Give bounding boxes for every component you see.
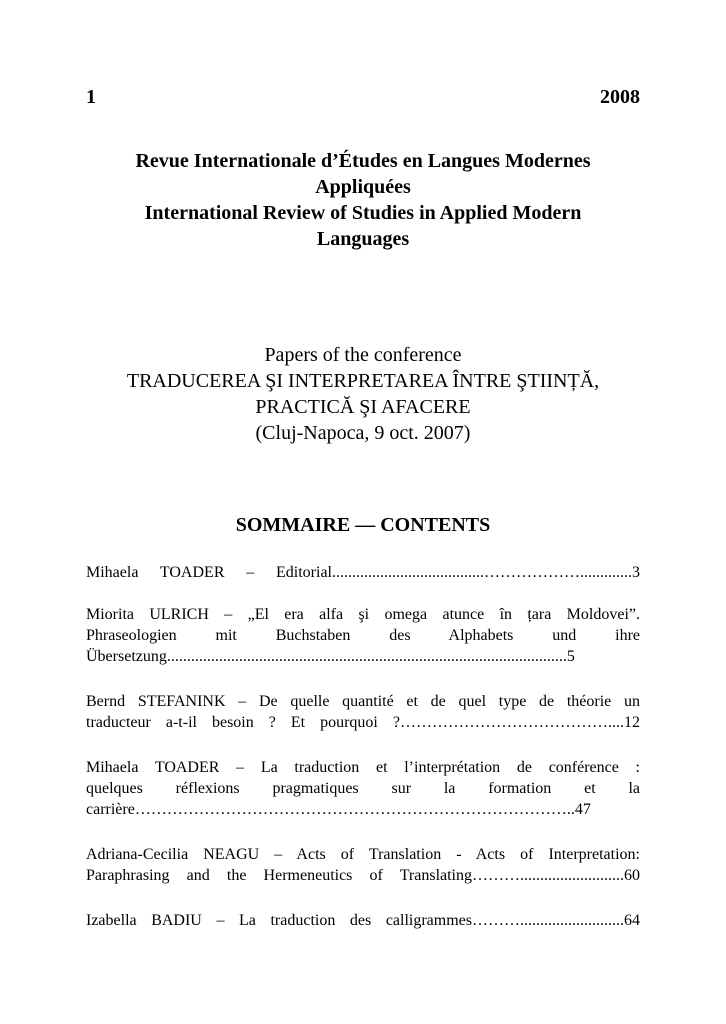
toc-entry-line: traducteur a-t-il besoin ? Et pourquoi ?…………………………………....12 bbox=[86, 714, 640, 731]
toc-entry-line: Miorita ULRICH – „El era alfa şi omega atunce în țara Moldovei”. bbox=[86, 606, 640, 623]
toc-entry-line: Adriana-Cecilia NEAGU – Acts of Translation - Acts of Interpretation: bbox=[86, 846, 640, 863]
toc-entry-line: quelques réflexions pragmatiques sur la formation et la bbox=[86, 780, 640, 797]
toc-entry-line: carrière………………………………………………………………………..47 bbox=[86, 801, 591, 818]
toc-entry bbox=[86, 910, 640, 931]
journal-title bbox=[86, 148, 640, 252]
toc-entry-line: Paraphrasing and the Hermeneutics of Translating………..........................60 bbox=[86, 867, 640, 884]
conference-intro: Papers of the conference bbox=[264, 344, 462, 366]
issue-number: 1 bbox=[86, 86, 96, 108]
toc-entry-line: Phraseologien mit Buchstaben des Alphabets und ihre bbox=[86, 627, 640, 644]
journal-title-fr-line2: Appliquées bbox=[315, 176, 411, 198]
table-of-contents bbox=[86, 562, 640, 949]
toc-entry-line: Mihaela TOADER – La traduction et l’interprétation de conférence : bbox=[86, 759, 640, 776]
conference-block bbox=[86, 342, 640, 446]
conference-title-line2: PRACTICĂ ŞI AFACERE bbox=[255, 396, 471, 418]
conference-place-date: (Cluj-Napoca, 9 oct. 2007) bbox=[255, 422, 471, 444]
issue-year: 2008 bbox=[600, 86, 640, 108]
journal-title-en-line2: Languages bbox=[316, 228, 410, 250]
toc-entry bbox=[86, 844, 640, 886]
conference-title-line1: TRADUCEREA ŞI INTERPRETAREA ÎNTRE ŞTIINȚĂ, bbox=[126, 370, 600, 392]
toc-entry-line: Mihaela TOADER – Editorial......................................……………….............3 bbox=[86, 564, 640, 581]
toc-entry-line: Übersetzung....................................................................................................5 bbox=[86, 648, 575, 665]
toc-entry-line: Izabella BADIU – La traduction des calligrammes………..........................64 bbox=[86, 912, 640, 929]
toc-entry-line: Bernd STEFANINK – De quelle quantité et de quel type de théorie un bbox=[86, 693, 640, 710]
contents-heading: SOMMAIRE — CONTENTS bbox=[235, 514, 491, 536]
journal-title-fr-line1: Revue Internationale d’Études en Langues Modernes bbox=[135, 150, 591, 172]
toc-entry bbox=[86, 604, 640, 667]
journal-title-en-line1: International Review of Studies in Applied Modern bbox=[144, 202, 582, 224]
toc-entry bbox=[86, 757, 640, 820]
toc-entry bbox=[86, 691, 640, 733]
toc-entry bbox=[86, 562, 640, 583]
